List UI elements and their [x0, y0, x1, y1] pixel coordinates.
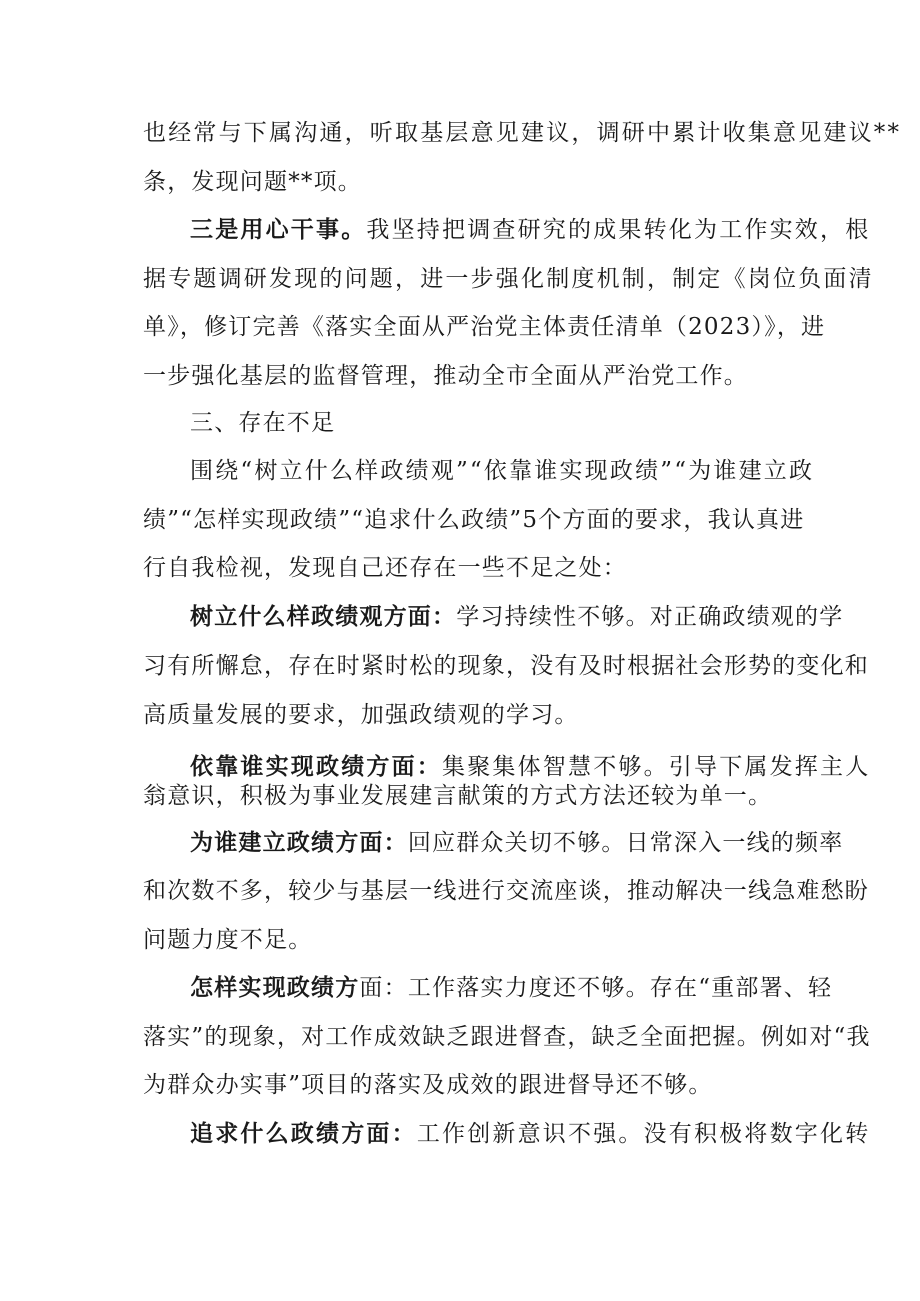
paragraph-line: 为群众办实事”项目的落实及成效的跟进督导还不够。: [143, 1072, 713, 1098]
paragraph-lead: 追求什么政绩方面：: [190, 1120, 417, 1147]
paragraph-text: 学习持续性不够。对正确政绩观的学: [456, 604, 844, 630]
paragraph-first-line: [190, 752, 871, 782]
paragraph-text: 工作落实力度还不够。存在“重部署、轻: [407, 975, 833, 1001]
paragraph-first-line: [190, 1119, 871, 1149]
paragraph-text: 我坚持把调查研究的成果转化为工作实效，根: [366, 217, 871, 243]
paragraph-lead: 为谁建立政绩方面：: [190, 829, 408, 856]
paragraph-first-line: [190, 973, 833, 1003]
paragraph-line: 行自我检视，发现自己还存在一些不足之处：: [143, 555, 627, 581]
paragraph-line: 绩”“怎样实现政绩”“追求什么政绩”5个方面的要求，我认真进: [143, 507, 805, 533]
paragraph-line: 高质量发展的要求，加强政绩观的学习。: [143, 702, 579, 728]
paragraph-line: 翁意识，积极为事业发展建言献策的方式方法还较为单一。: [143, 783, 773, 809]
paragraph-text: 回应群众关切不够。日常深入一线的频率: [407, 830, 844, 856]
paragraph-line: 问题力度不足。: [143, 927, 313, 953]
paragraph-lead: 三是用心干事。: [190, 216, 367, 243]
paragraph-first-line: [190, 215, 871, 245]
paragraph-line: 和次数不多，较少与基层一线进行交流座谈，推动解决一线急难愁盼: [143, 878, 869, 904]
paragraph-line: 也经常与下属沟通，听取基层意见建议，调研中累计收集意见建议**: [143, 120, 902, 146]
paragraph-line: 据专题调研发现的问题，进一步强化制度机制，制定《岗位负面清: [143, 266, 874, 292]
paragraph-lead-tail: 面：: [359, 975, 408, 1001]
paragraph-line: 围绕“树立什么样政绩观”“依靠谁实现政绩”“为谁建立政: [190, 458, 815, 484]
paragraph-line: 落实”的现象，对工作成效缺乏跟进督查，缺乏全面把握。例如对“我: [143, 1024, 871, 1050]
paragraph-text: 集聚集体智慧不够。引导下属发挥主人: [442, 754, 871, 780]
paragraph-line: 单》，修订完善《落实全面从严治党主体责任清单（2023）》，进: [143, 314, 826, 340]
paragraph-first-line: [190, 602, 844, 632]
paragraph-text: 工作创新意识不强。没有积极将数字化转: [416, 1121, 871, 1147]
paragraph-first-line: [190, 828, 844, 858]
paragraph-line: 一步强化基层的监督管理，推动全市全面从严治党工作。: [143, 363, 748, 389]
section-heading: 三、存在不足: [190, 410, 336, 436]
paragraph-lead: 怎样实现政绩方: [190, 974, 360, 1001]
paragraph-line: 习有所懈怠，存在时紧时松的现象，没有及时根据社会形势的变化和: [143, 653, 869, 679]
paragraph-lead: 树立什么样政绩观方面：: [190, 603, 457, 630]
paragraph-lead: 依靠谁实现政绩方面：: [190, 753, 442, 780]
paragraph-line: 条，发现问题**项。: [143, 169, 362, 195]
